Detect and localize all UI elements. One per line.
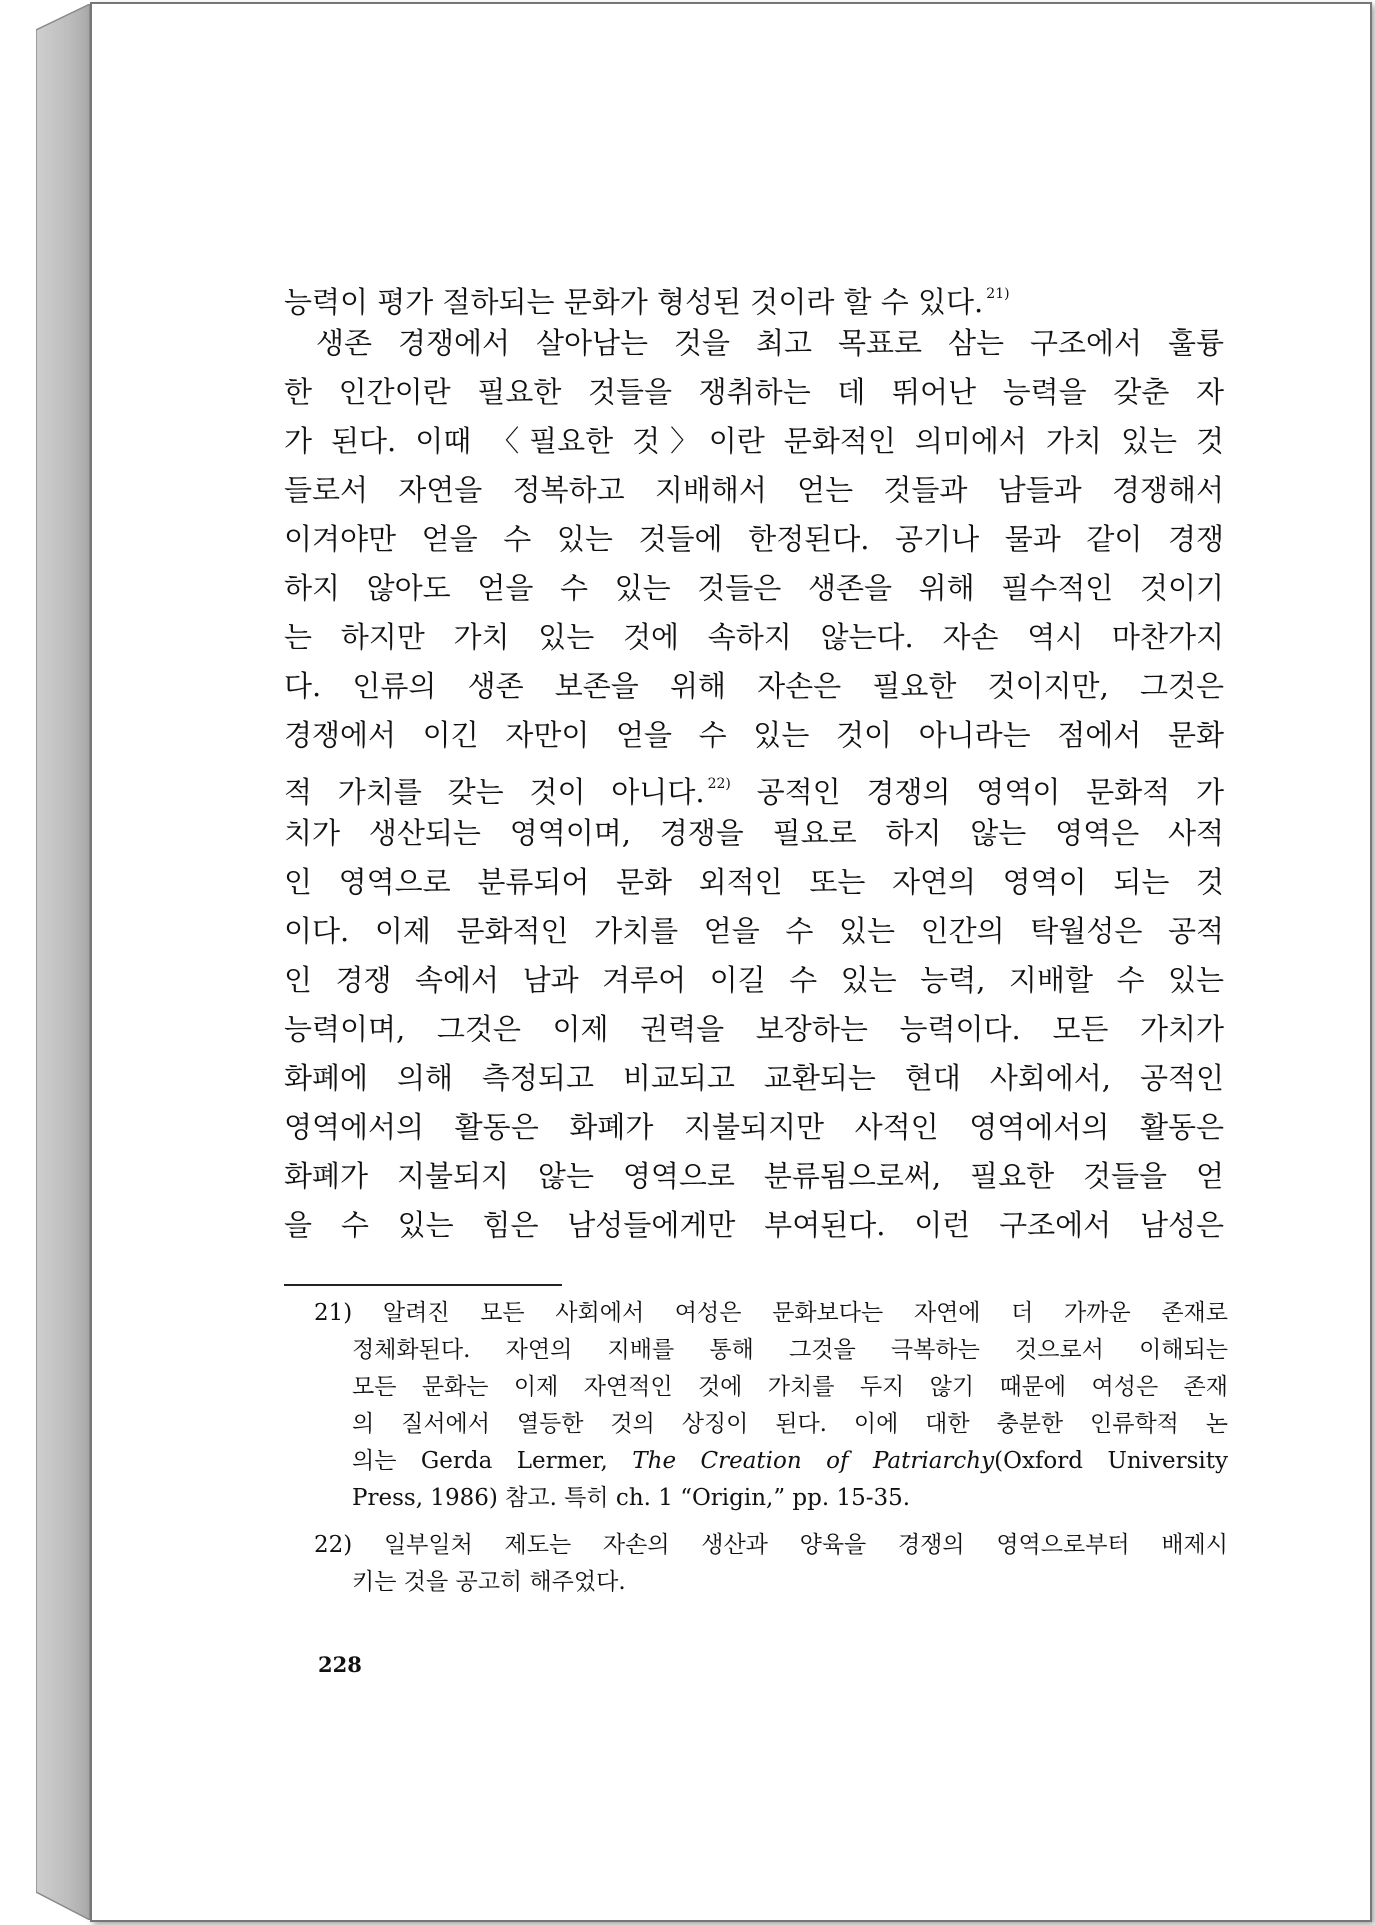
body-line: 생존 경쟁에서 살아남는 것을 최고 목표로 삼는 구조에서 훌륭 [316,326,1224,360]
body-line: 치가 생산되는 영역이며, 경쟁을 필요로 하지 않는 영역은 사적 [284,816,1224,850]
body-line: 적 가치를 갖는 것이 아니다. $^{22)}$ 공적인 경쟁의 영역이 문화적 가 [284,775,1224,809]
body-line: 들로서 자연을 정복하고 지배해서 얻는 것들과 남들과 경쟁해서 [284,473,1224,507]
footnote-divider [284,1284,562,1286]
body-line: 화폐에 의해 측정되고 비교되고 교환되는 현대 사회에서, 공적인 [284,1061,1224,1095]
body-line: 인 영역으로 분류되어 문화 외적인 또는 자연의 영역이 되는 것 [284,865,1224,899]
footnote-line: Press, 1986) 참고. 특히 ch. 1 “Origin,” pp. 15-35. [352,1485,911,1511]
footnote-line: 키는 것을 공고히 해주었다. [352,1569,626,1595]
footnote-marker-21: 21) [986,286,1010,302]
body-line: 한 인간이란 필요한 것들을 쟁취하는 데 뛰어난 능력을 갖춘 자 [284,375,1224,409]
footnote-line: 의는 Gerda Lermer, The Creation of Patriarchy(Oxford University [352,1448,1228,1474]
body-line: 이다. 이제 문화적인 가치를 얻을 수 있는 인간의 탁월성은 공적 [284,914,1224,948]
body-line: 능력이며, 그것은 이제 권력을 보장하는 능력이다. 모든 가치가 [284,1012,1224,1046]
body-line: 능력이 평가 절하되는 문화가 형성된 것이라 할 수 있다. $^{21)}$ [284,285,1010,319]
body-line: 화폐가 지불되지 않는 영역으로 분류됨으로써, 필요한 것들을 얻 [284,1159,1224,1193]
footnote-22 [314,1527,1228,1601]
body-line: 인 경쟁 속에서 남과 겨루어 이길 수 있는 능력, 지배할 수 있는 [284,963,1224,997]
footnote-21 [314,1295,1228,1517]
body-text [284,270,1224,1250]
footnotes [314,1295,1228,1601]
footnote-marker-22: 22) [707,776,731,792]
body-line: 는 하지만 가치 있는 것에 속하지 않는다. 자손 역시 마찬가지 [284,620,1224,654]
footnote-line: 정체화된다. 자연의 지배를 통해 그것을 극복하는 것으로서 이해되는 [352,1337,1228,1363]
body-line: 이겨야만 얻을 수 있는 것들에 한정된다. 공기나 물과 같이 경쟁 [284,522,1224,556]
body-line: 영역에서의 활동은 화폐가 지불되지만 사적인 영역에서의 활동은 [284,1110,1224,1144]
book-spine-shape [36,4,92,1920]
body-line: 경쟁에서 이긴 자만이 얻을 수 있는 것이 아니라는 점에서 문화 [284,718,1224,752]
body-line: 다. 인류의 생존 보존을 위해 자손은 필요한 것이지만, 그것은 [284,669,1224,703]
footnote-line: 21) 알려진 모든 사회에서 여성은 문화보다는 자연에 더 가까운 존재로 [314,1300,1228,1326]
footnote-line: 모든 문화는 이제 자연적인 것에 가치를 두지 않기 때문에 여성은 존재 [352,1374,1228,1400]
page-number: 228 [318,1652,362,1677]
book-spine [36,4,92,1920]
footnote-line: 의 질서에서 열등한 것의 상징이 된다. 이에 대한 충분한 인류학적 논 [352,1411,1228,1437]
footnote-line: 22) 일부일처 제도는 자손의 생산과 양육을 경쟁의 영역으로부터 배제시 [314,1532,1228,1558]
body-line: 을 수 있는 힘은 남성들에게만 부여된다. 이런 구조에서 남성은 [284,1208,1224,1242]
body-line: 하지 않아도 얻을 수 있는 것들은 생존을 위해 필수적인 것이기 [284,571,1224,605]
citation-title: The Creation of Patriarchy [632,1448,995,1474]
body-line: 가 된다. 이때 〈필요한 것〉이란 문화적인 의미에서 가치 있는 것 [284,424,1224,458]
